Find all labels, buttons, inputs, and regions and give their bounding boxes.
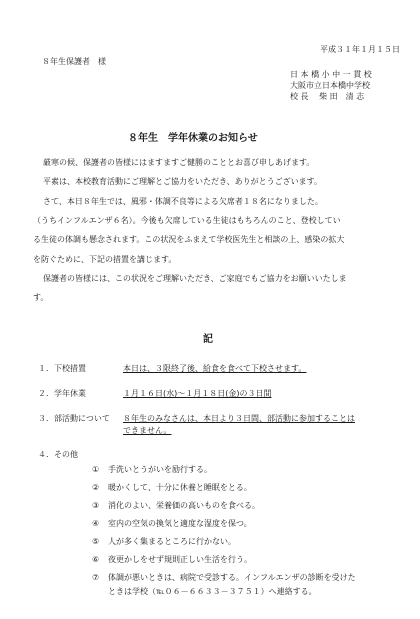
other-item-7-num: ⑦: [92, 573, 100, 582]
sender-school: 日 本 橋 小 中 一 貫 校: [290, 70, 372, 79]
body-line-6: を防ぐために、下記の措置を講じます。: [33, 255, 177, 264]
item-1-value: 本日は、３限終了後、給食を食べて下校させます。: [123, 364, 307, 373]
other-item-3-num: ③: [92, 501, 100, 510]
body-line-1: 厳寒の候、保護者の皆様にはますますご健勝のこととお喜び申しあげます。: [43, 158, 315, 167]
sender-junior-high: 大阪市立日本橋中学校: [290, 81, 370, 90]
item-3-value-line-1: ８年生のみなさんは、本日より３日間、部活動に参加することは: [123, 414, 355, 423]
other-item-4-text: 室内の空気の換気と適度な湿度を保つ。: [108, 519, 252, 528]
ki-heading: 記: [203, 334, 213, 345]
other-item-6-num: ⑥: [92, 555, 100, 564]
item-4-label: ４．その他: [38, 450, 78, 459]
body-line-8: す。: [33, 293, 49, 302]
item-3-label: ３．部活動について: [38, 414, 110, 423]
other-item-5-text: 人が多く集まるところに行かない。: [108, 537, 236, 546]
item-2-value: １月１６日(水)～１月１８日(金)の３日間: [123, 389, 272, 398]
sender-principal: 校 長 柴 田 清 志: [290, 92, 365, 101]
other-item-4-num: ④: [92, 519, 100, 528]
issue-date: 平成３１年１月１５日: [320, 45, 400, 54]
body-line-2: 平素は、本校教育活動にご理解とご協力をいただき、ありがとうございます。: [43, 177, 323, 186]
other-item-2-text: 暖かくして、十分に休養と睡眠をとる。: [108, 483, 252, 492]
other-item-3-text: 消化のよい、栄養価の高いものを食べる。: [108, 501, 260, 510]
body-line-5: る生徒の体調も懸念されます。この状況をふまえて学校医先生と相談の上、感染の拡大: [33, 235, 345, 244]
other-item-1-text: 手洗いとうがいを励行する。: [108, 465, 212, 474]
page-title: ８年生 学年休業のお知らせ: [128, 133, 258, 144]
other-item-2-num: ②: [92, 483, 100, 492]
other-item-7-text-line-2: ときは学校（℡０６－６６３３－３７５１）へ連絡する。: [108, 587, 317, 596]
body-line-7: 保護者の皆様には、この状況をご理解いただき、ご家庭でもご協力をお願いいたしま: [43, 274, 347, 283]
other-item-5-num: ⑤: [92, 537, 100, 546]
item-2-label: ２．学年休業: [38, 389, 86, 398]
other-item-1-num: ①: [92, 465, 100, 474]
addressee: ８年生保護者 様: [42, 57, 106, 66]
item-1-label: １．下校措置: [38, 364, 86, 373]
other-item-6-text: 夜更かしをせず規則正しい生活を行う。: [108, 555, 252, 564]
body-line-4: （うちインフルエンザ６名）。今後も欠席している生徒はもちろんのこと、登校してい: [33, 216, 341, 225]
item-3-value-line-2: できません。: [123, 426, 172, 435]
body-line-3: さて、本日８年生では、風邪・体調不良等による欠席者１８名になりました。: [43, 197, 323, 206]
sender-block: [290, 69, 372, 102]
other-item-7-text-line-1: 体調が悪いときは、病院で受診する。インフルエンザの診断を受けた: [108, 573, 356, 582]
